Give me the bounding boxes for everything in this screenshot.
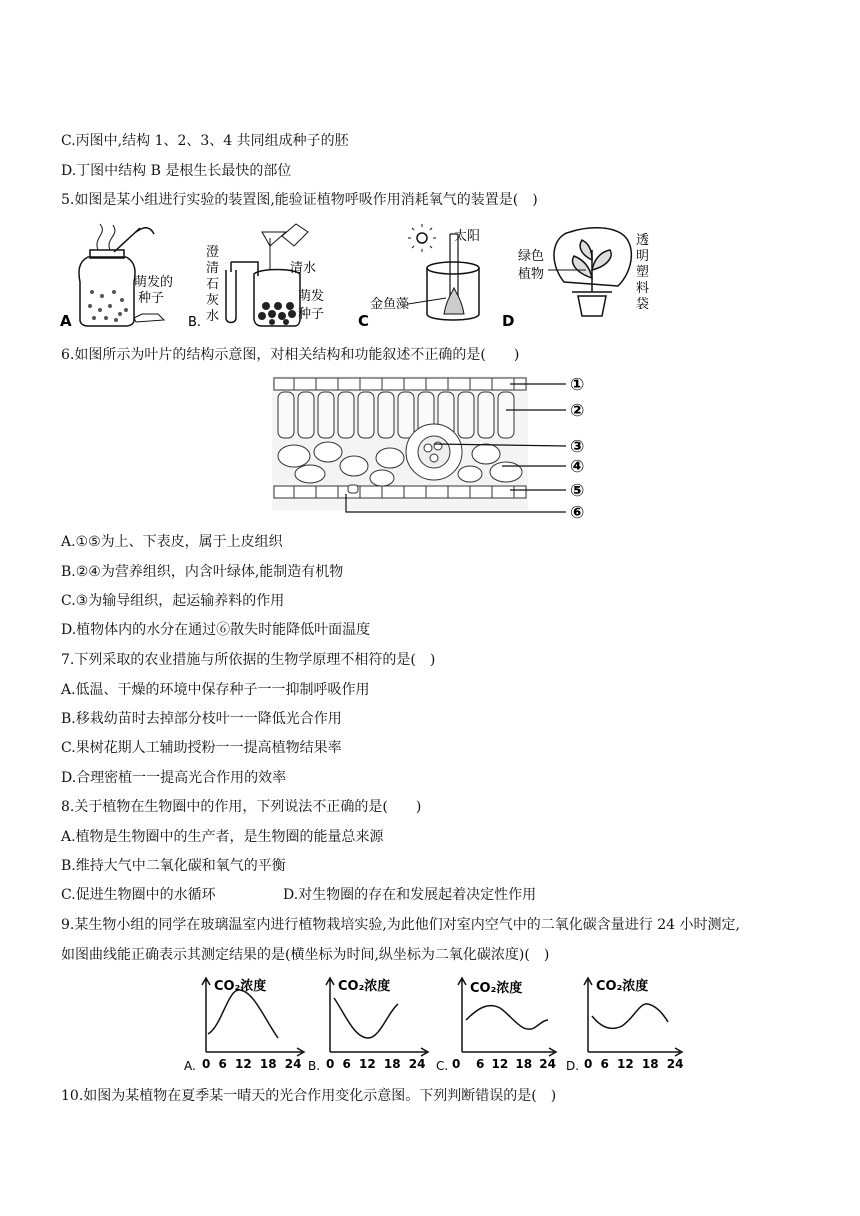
fig-d-bag-5: 袋 [636, 297, 650, 312]
leaf-label-2: ② [570, 401, 585, 421]
fig-d-green-1: 绿色 [518, 249, 545, 264]
q8-option-b: B.维持大气中二氧化碳和氧气的平衡 [61, 858, 286, 874]
leaf-label-6: ⑥ [570, 503, 585, 523]
fig-d-bag-1: 透 [636, 233, 650, 248]
fig-b-left-2: 清 [206, 261, 220, 276]
q8-option-a: A.植物是生物圈中的生产者，是生物圈的能量总来源 [61, 829, 384, 845]
fig-a-letter: A [60, 312, 72, 330]
fig-b-letter: B. [188, 315, 202, 330]
q6-option-a: A.①⑤为上、下表皮，属于上皮组织 [61, 534, 283, 550]
graph-b-letter: B. [308, 1059, 321, 1073]
q5-figure [58, 222, 678, 330]
leaf-label-4: ④ [570, 457, 585, 477]
fig-b-left-1: 澄 [206, 245, 220, 260]
graph-d-ticks: 0 6 12 18 24 [584, 1057, 684, 1071]
graph-a-ticks: 0 6 12 18 24 [202, 1057, 302, 1071]
fig-b-seed-1: 萌发 [298, 289, 325, 304]
co2-graphs-figure [178, 974, 688, 1076]
fig-b-water: 清水 [290, 261, 317, 276]
q6-option-d: D.植物体内的水分在通过⑥散失时能降低叶面温度 [61, 622, 371, 638]
graph-c-zero: 0 [452, 1057, 461, 1071]
graph-b-ylabel: CO₂浓度 [338, 979, 391, 994]
graph-c-ylabel: CO₂浓度 [470, 981, 523, 996]
q7-option-b: B.移栽幼苗时去掉部分枝叶一一降低光合作用 [61, 711, 342, 727]
q8-option-d: D.对生物圈的存在和发展起着决定性作用 [283, 887, 537, 903]
graph-d-ylabel: CO₂浓度 [596, 979, 649, 994]
fig-d-bag-4: 料 [636, 281, 650, 296]
q7-option-a: A.低温、干燥的环境中保存种子一一抑制呼吸作用 [61, 682, 370, 698]
graph-b-ticks: 0 6 12 18 24 [326, 1057, 426, 1071]
q9-stem-line-2: 如图曲线能正确表示其测定结果的是(横坐标为时间,纵坐标为二氧化碳浓度)( ) [61, 947, 550, 963]
q7-option-d: D.合理密植一一提高光合作用的效率 [61, 770, 287, 786]
sun-icon [417, 233, 427, 243]
figure-d [554, 228, 631, 316]
leaf-label-5: ⑤ [570, 481, 585, 501]
fig-c-letter: C [358, 312, 370, 330]
q5-stem: 5.如图是某小组进行实验的装置图,能验证植物呼吸作用消耗氧气的装置是( ) [61, 192, 538, 208]
curve-a [208, 990, 278, 1038]
fig-d-bag-2: 明 [636, 249, 650, 264]
graph-c-letter: C. [436, 1059, 449, 1073]
graph-d-letter: D. [566, 1059, 580, 1073]
fig-b-left-4: 灰 [206, 293, 220, 308]
fig-b-left-3: 石 [206, 277, 220, 292]
graph-c-ticks: 6 12 18 24 [476, 1057, 556, 1071]
fig-d-letter: D [502, 312, 515, 330]
fig-b-left-5: 水 [206, 309, 220, 324]
graph-a-ylabel: CO₂浓度 [214, 979, 267, 994]
q8-stem: 8.关于植物在生物圈中的作用，下列说法不正确的是( ) [61, 799, 422, 815]
q4-option-d: D.丁图中结构 B 是根生长最快的部位 [61, 163, 292, 179]
q8-option-c: C.促进生物圈中的水循环 [61, 887, 216, 903]
fig-d-green-2: 植物 [518, 267, 545, 282]
fig-a-label-1: 萌发的 [134, 275, 174, 290]
leaf-cross-section-figure [270, 374, 600, 524]
graph-a-letter: A. [184, 1059, 196, 1073]
leaf-label-1: ① [570, 375, 585, 395]
q9-stem-line-1: 9.某生物小组的同学在玻璃温室内进行植物栽培实验,为此他们对室内空气中的二氧化碳含量进行 24 小时测定, [61, 917, 740, 933]
q7-option-c: C.果树花期人工辅助授粉一一提高植物结果率 [61, 740, 342, 756]
q10-stem: 10.如图为某植物在夏季某一晴天的光合作用变化示意图。下列判断错误的是( ) [61, 1088, 557, 1104]
q6-option-c: C.③为输导组织，起运输养料的作用 [61, 593, 285, 609]
curve-c [466, 1006, 548, 1030]
q4-option-c: C.丙图中,结构 1、2、3、4 共同组成种子的胚 [61, 133, 349, 149]
q6-stem: 6.如图所示为叶片的结构示意图，对相关结构和功能叙述不正确的是( ) [61, 347, 520, 363]
curve-b [334, 998, 398, 1038]
fig-b-seed-2: 种子 [298, 307, 325, 322]
fig-a-label-2: 种子 [138, 291, 165, 306]
q7-stem: 7.下列采取的农业措施与所依据的生物学原理不相符的是( ) [61, 652, 436, 668]
fig-c-plant: 金鱼藻 [370, 297, 410, 312]
leaf-label-3: ③ [570, 437, 585, 457]
fig-d-bag-3: 塑 [636, 265, 650, 280]
fig-c-sun: 太阳 [454, 229, 481, 244]
curve-d [592, 1004, 668, 1029]
q6-option-b: B.②④为营养组织，内含叶绿体,能制造有机物 [61, 564, 344, 580]
